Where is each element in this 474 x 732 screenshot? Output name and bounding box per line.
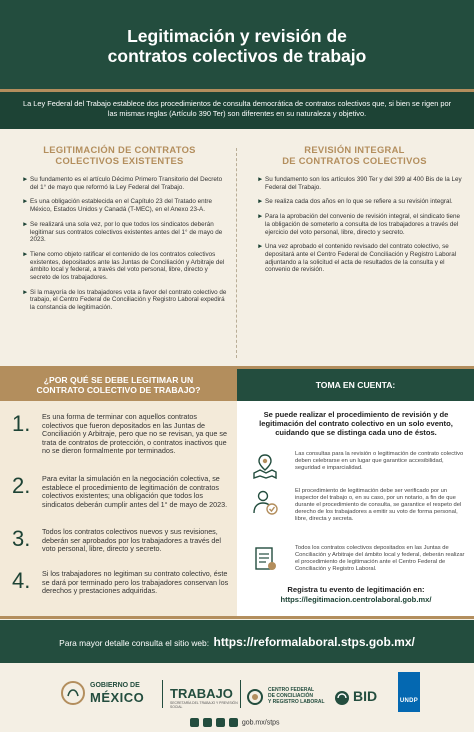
note-heading: TOMA EN CUENTA: <box>237 369 474 401</box>
arrow-right-icon: ► <box>22 198 29 206</box>
revision-title <box>247 138 462 172</box>
list-item <box>12 176 227 191</box>
question-heading <box>0 369 237 401</box>
bid-icon <box>334 690 350 706</box>
list-item <box>12 251 227 282</box>
verified-user-icon <box>251 488 279 516</box>
register-link[interactable]: https://legitimacion.centrolaboral.gob.mx/ <box>280 594 432 604</box>
item-number: 1. <box>12 411 31 436</box>
legitimacion-column <box>12 138 227 319</box>
more-info-banner <box>0 620 474 663</box>
trabajo-subtitle: SECRETARÍA DEL TRABAJO Y PREVISIÓN SOCIAL <box>170 701 238 709</box>
item-number: 2. <box>12 473 31 498</box>
footer-separator <box>162 680 163 708</box>
item-text: Para evitar la simulación en la negociación colectiva, se establece el procedimiento de legitimación de contratos colectivos existentes; una obligación que todos los sindicatos deberán cumplir antes del 1° de mayo de 2023. <box>42 474 228 509</box>
list-item-text: Para la aprobación del convenio de revisión integral, el sindicato tiene la obligación de someterlo a consulta de los trabajadores a través del ejercicio del voto personal, libre, directo y secreto. <box>265 213 460 236</box>
revision-title-line-1: REVISIÓN INTEGRAL <box>304 144 405 155</box>
centro-line-1: CENTRO FEDERAL <box>268 687 315 693</box>
list-item <box>12 198 227 213</box>
column-divider <box>236 148 237 358</box>
undp-logo <box>398 672 420 712</box>
gobierno-text: GOBIERNO DE <box>90 682 140 689</box>
page-title <box>0 26 474 66</box>
arrow-right-icon: ► <box>22 176 29 183</box>
arrow-right-icon: ► <box>257 198 264 206</box>
arrow-right-icon: ► <box>22 288 29 296</box>
list-item-text: Si la mayoría de los trabajadores vota a favor del contrato colectivo de trabajo, el Centro Federal de Conciliación y Registro Laboral expedirá la constancia de legitimación. <box>30 288 227 312</box>
legitimacion-title-line-1: LEGITIMACIÓN DE CONTRATOS <box>43 144 196 155</box>
bid-text: BID <box>353 688 378 704</box>
intro-text: La Ley Federal del Trabajo establece dos procedimientos de consulta democrática de contratos colectivos que, si bien se rigen por las mismas reglas (Artículo 390 Ter) son diferentes en su naturaleza y objetivo. <box>0 92 474 129</box>
item-number: 3. <box>12 526 31 551</box>
note-body <box>237 401 474 616</box>
arrow-right-icon: ► <box>257 213 264 221</box>
list-item-text: Es una obligación establecida en el Capítulo 23 del Tratado entre México, Estados Unidos y Canadá (T-MEC), en el Anexo 23-A. <box>30 198 213 214</box>
revision-list <box>247 176 462 274</box>
list-item <box>247 243 462 274</box>
more-info-link[interactable]: https://reformalaboral.stps.gob.mx/ <box>213 635 415 649</box>
title-line-2: contratos colectivos de trabajo <box>107 46 367 66</box>
map-location-icon <box>251 451 279 479</box>
numbered-item <box>12 413 230 456</box>
item-text: Es una forma de terminar con aquellos contratos colectivos que fueron depositados en las Juntas de Conciliación y Arbitraje, pero que no se revisan, ya que se trata de contratos de protección, o contratos inactivos que no se dieron formalmente por terminados. <box>42 412 227 456</box>
list-item-text: Su fundamento son los artículos 390 Ter y del 399 al 400 Bis de la Ley Federal del Trabajo. <box>265 176 462 191</box>
trabajo-text: TRABAJO <box>170 686 233 701</box>
revision-column <box>247 138 462 281</box>
twitter-icon[interactable] <box>203 718 212 727</box>
note-item <box>249 545 467 573</box>
footer-separator <box>240 680 241 708</box>
centro-line-2: DE CONCILIACIÓN <box>268 693 313 699</box>
list-item <box>12 289 227 312</box>
note-intro: Se puede realizar el procedimiento de revisión y de legitimación del contrato colectivo en un solo evento, cuidando que se distinga cada uno de éstos. <box>259 410 453 437</box>
item-text: Todos los contratos colectivos nuevos y sus revisiones, deberán ser aprobados por los trabajadores a través del voto personal, libre, directo y secreto. <box>42 527 221 554</box>
more-info-text: Para mayor detalle consulta el sitio web: <box>59 638 210 648</box>
item-text: Si los trabajadores no legitiman su contrato colectivo, éste se dará por terminado pero los trabajadores conservan los derechos y prestaciones adquiridas. <box>42 569 229 596</box>
social-handle[interactable]: gob.mx/stps <box>241 719 280 727</box>
list-item-text: Tiene como objeto ratificar el contenido de los contratos colectivos existentes, depositados ante las Juntas de Conciliación y Arbitraje del ámbito local y federal, a través del voto personal, libre, directo y secreto de los trabajadores. <box>30 250 225 282</box>
centro-federal-text <box>268 687 325 705</box>
title-line-1: Legitimación y revisión de <box>127 26 347 46</box>
centro-federal-icon <box>246 688 264 706</box>
header-banner <box>0 0 474 89</box>
question-heading-line-1: ¿POR QUÉ SE DEBE LEGITIMAR UN <box>43 375 194 385</box>
facebook-icon[interactable] <box>190 718 199 727</box>
legitimacion-title <box>12 138 227 172</box>
arrow-right-icon: ► <box>22 220 29 228</box>
instagram-icon[interactable] <box>229 718 238 727</box>
register-block <box>245 585 467 604</box>
undp-text: UNDP <box>399 698 419 704</box>
list-item <box>247 176 462 191</box>
note-item <box>249 451 467 472</box>
question-heading-line-2: CONTRATO COLECTIVO DE TRABAJO? <box>36 385 201 395</box>
arrow-right-icon: ► <box>22 250 29 258</box>
arrow-right-icon: ► <box>257 176 264 183</box>
mexico-seal-icon <box>60 678 86 708</box>
register-label: Registra tu evento de legitimación en: <box>287 585 425 594</box>
arrow-right-icon: ► <box>257 243 264 251</box>
list-item <box>247 213 462 236</box>
document-icon <box>251 545 279 573</box>
note-item <box>249 488 467 523</box>
list-item-text: Una vez aprobado el contenido revisado del contrato colectivo, se depositará ante el Centro Federal de Conciliación y Registro Laboral adjuntando a la solicitud el acta de resultados de la consulta y el convenio de revisión. <box>265 243 457 274</box>
list-item <box>247 198 462 206</box>
note-item-text: Todos los contratos colectivos depositados en las Juntas de Conciliación y Arbitraje del ámbito local y federal, deberán realizar el procedimiento de legitimación ante el Centro Federal de Conciliación y Registro Laboral. <box>295 545 465 573</box>
question-body <box>0 401 237 616</box>
numbered-item <box>12 528 230 554</box>
trabajo-logo <box>170 676 238 709</box>
note-item-text: Las consultas para la revisión o legitimación de contrato colectivo deben celebrarse en un lugar que garantice accesibilidad, seguridad e imparcialidad. <box>295 451 464 472</box>
list-item-text: Su fundamento es el artículo Décimo Primero Transitorio del Decreto del 1° de mayo que reformó la Ley Federal del Trabajo. <box>30 176 223 191</box>
numbered-item <box>12 570 230 596</box>
legitimacion-title-line-2: COLECTIVOS EXISTENTES <box>55 155 184 166</box>
legitimacion-list <box>12 176 227 312</box>
list-item <box>12 221 227 244</box>
note-item-text: El procedimiento de legitimación debe ser verificado por un inspector del trabajo o, en su caso, por un notario, a fin de que durante el procedimiento de consulta, se garantice el respeto del derecho de los trabajadores a emitir su voto de forma personal, libre, directa y secreta. <box>295 488 462 523</box>
mexico-text: MÉXICO <box>90 690 145 705</box>
numbered-item <box>12 475 230 509</box>
list-item-text: Se realiza cada dos años en lo que se refiere a su revisión integral. <box>265 198 453 206</box>
list-item-text: Se realizará una sola vez, por lo que todos los sindicatos deberán legitimar sus contratos colectivos existentes antes del 1° de mayo de 2023. <box>30 220 223 244</box>
youtube-icon[interactable] <box>216 718 225 727</box>
item-number: 4. <box>12 568 31 593</box>
centro-line-3: Y REGISTRO LABORAL <box>268 699 325 705</box>
revision-title-line-2: DE CONTRATOS COLECTIVOS <box>282 155 427 166</box>
gold-divider <box>0 616 474 619</box>
social-links <box>190 718 280 727</box>
